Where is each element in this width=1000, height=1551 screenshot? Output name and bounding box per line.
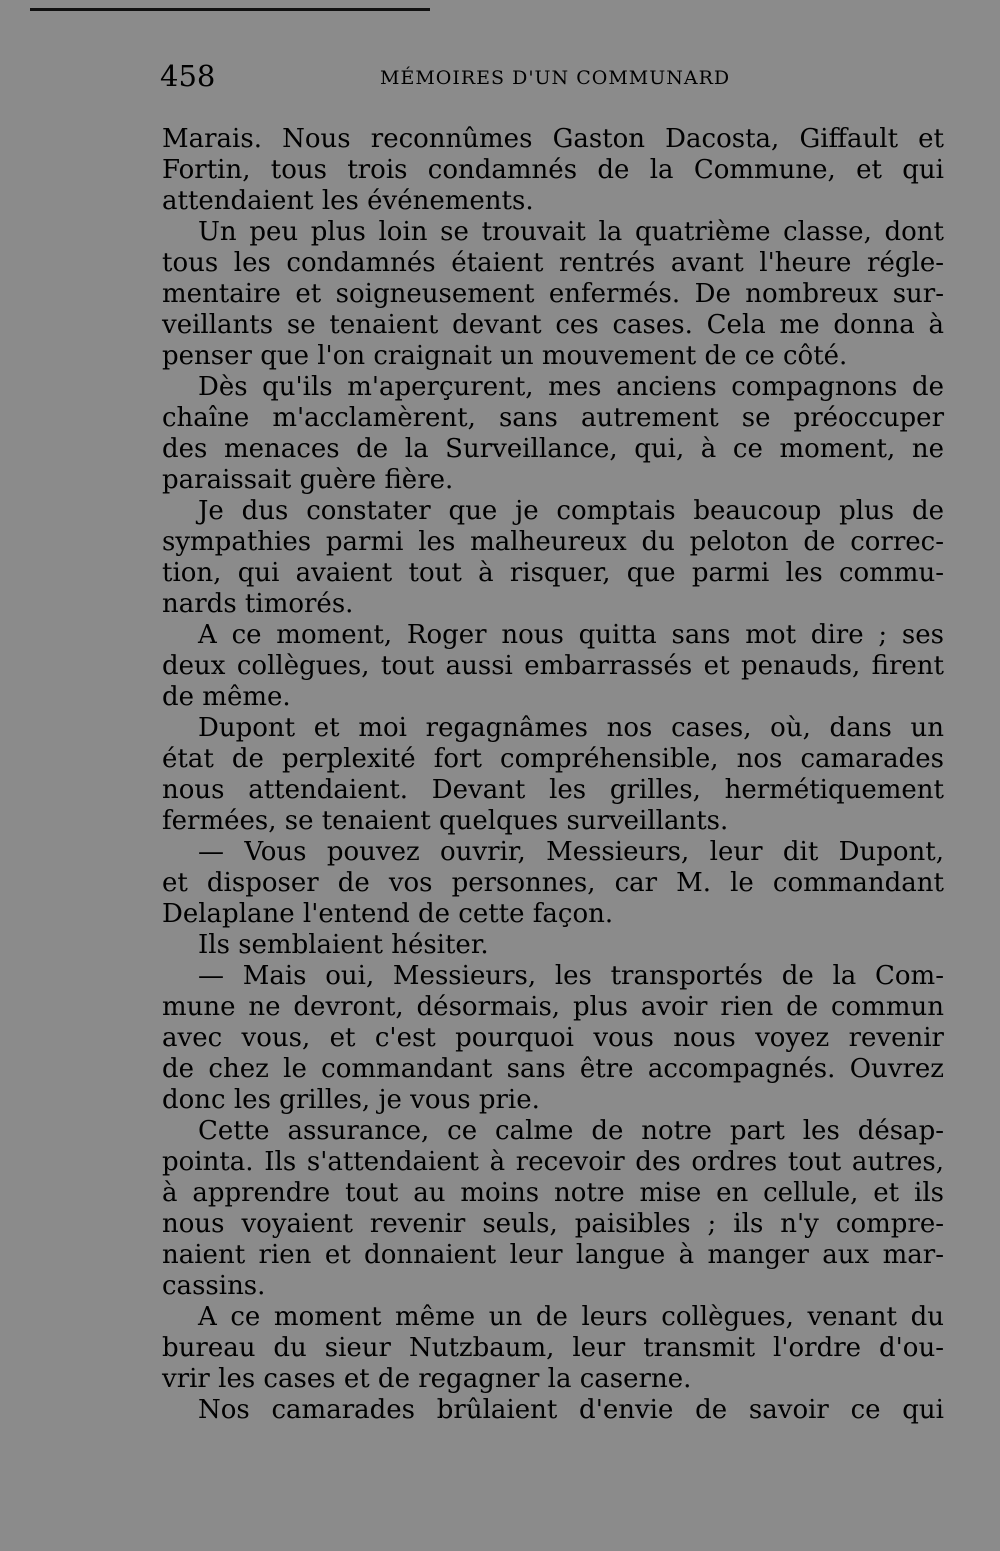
text-line: deux collègues, tout aussi embarrassés et penauds, firent <box>162 651 944 681</box>
text-line: mentaire et soigneusement enfermés. De nombreux sur- <box>162 279 944 309</box>
text-line: cassins. <box>162 1271 266 1301</box>
text-line: vrir les cases et de regagner la caserne. <box>162 1364 692 1394</box>
body-text <box>162 124 944 1426</box>
text-line: A ce moment, Roger nous quitta sans mot dire ; ses <box>198 620 944 650</box>
text-line: état de perplexité fort compréhensible, nos camarades <box>162 744 944 774</box>
text-line: nards timorés. <box>162 589 354 619</box>
text-line: tion, qui avaient tout à risquer, que parmi les commu- <box>162 558 944 588</box>
text-line: Dès qu'ils m'aperçurent, mes anciens compagnons de <box>198 372 944 402</box>
text-line: Delaplane l'entend de cette façon. <box>162 899 614 929</box>
text-line: mune ne devront, désormais, plus avoir rien de commun <box>162 992 944 1022</box>
text-line: Je dus constater que je comptais beaucoup plus de <box>198 496 944 526</box>
text-line: donc les grilles, je vous prie. <box>162 1085 540 1115</box>
top-rule <box>30 8 430 11</box>
text-line: bureau du sieur Nutzbaum, leur transmit l'ordre d'ou- <box>162 1333 944 1363</box>
text-line: sympathies parmi les malheureux du peloton de correc- <box>162 527 944 557</box>
text-line: de même. <box>162 682 291 712</box>
text-line: A ce moment même un de leurs collègues, venant du <box>198 1302 944 1332</box>
text-line: Dupont et moi regagnâmes nos cases, où, dans un <box>198 713 944 743</box>
text-line: Nos camarades brûlaient d'envie de savoir ce qui <box>198 1395 944 1425</box>
text-line: Cette assurance, ce calme de notre part les désap- <box>198 1116 944 1146</box>
text-line: — Vous pouvez ouvrir, Messieurs, leur dit Dupont, <box>198 837 944 867</box>
text-line: de chez le commandant sans être accompagnés. Ouvrez <box>162 1054 944 1084</box>
running-title: MÉMOIRES D'UN COMMUNARD <box>380 67 731 89</box>
text-line: nous voyaient revenir seuls, paisibles ; ils n'y compre- <box>162 1209 944 1239</box>
text-line: à apprendre tout au moins notre mise en cellule, et ils <box>162 1178 944 1208</box>
text-line: pointa. Ils s'attendaient à recevoir des ordres tout autres, <box>162 1147 944 1177</box>
text-line: tous les condamnés étaient rentrés avant l'heure régle- <box>162 248 944 278</box>
text-line: paraissait guère fière. <box>162 465 454 495</box>
text-line: penser que l'on craignait un mouvement de ce côté. <box>162 341 848 371</box>
text-line: des menaces de la Surveillance, qui, à ce moment, ne <box>162 434 944 464</box>
text-line: veillants se tenaient devant ces cases. Cela me donna à <box>162 310 944 340</box>
text-line: fermées, se tenaient quelques surveillants. <box>162 806 729 836</box>
text-line: naient rien et donnaient leur langue à manger aux mar- <box>162 1240 944 1270</box>
text-line: Un peu plus loin se trouvait la quatrième classe, dont <box>198 217 944 247</box>
text-line: attendaient les événements. <box>162 186 534 216</box>
text-line: et disposer de vos personnes, car M. le commandant <box>162 868 944 898</box>
text-line: — Mais oui, Messieurs, les transportés de la Com- <box>198 961 944 991</box>
page-number: 458 <box>160 59 216 93</box>
text-line: Marais. Nous reconnûmes Gaston Dacosta, Giffault et <box>162 124 944 154</box>
text-line: nous attendaient. Devant les grilles, hermétiquement <box>162 775 944 805</box>
text-line: chaîne m'acclamèrent, sans autrement se préoccuper <box>162 403 944 433</box>
text-line: Fortin, tous trois condamnés de la Commune, et qui <box>162 155 944 185</box>
page-header <box>160 58 950 98</box>
text-line: Ils semblaient hésiter. <box>198 930 489 960</box>
text-line: avec vous, et c'est pourquoi vous nous voyez revenir <box>162 1023 944 1053</box>
